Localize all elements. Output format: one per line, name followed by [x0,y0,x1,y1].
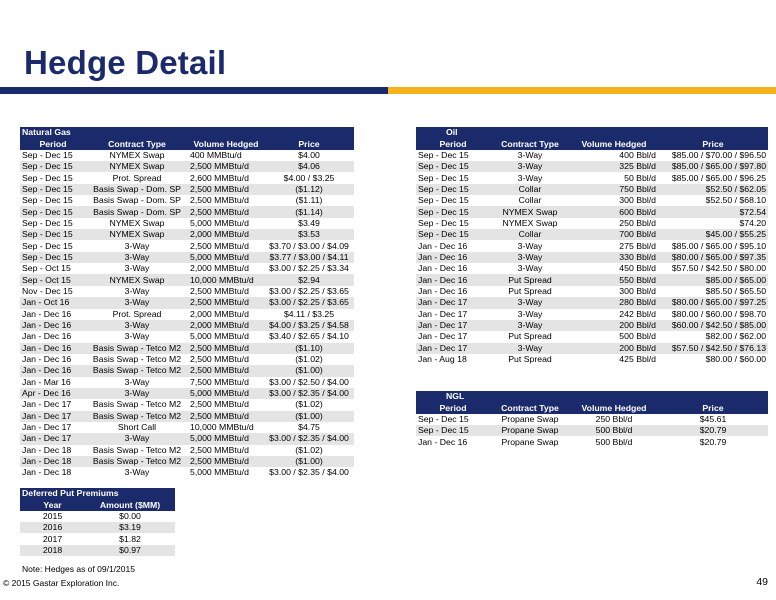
table-cell: $3.70 / $3.00 / $4.09 [264,240,354,251]
table-row [416,218,768,229]
table-cell: Propane Swap [490,425,570,436]
table-cell: 2,500 MMBtu/d [188,286,264,297]
table-cell: Sep - Dec 15 [20,252,86,263]
table-cell: Sep - Dec 15 [20,218,86,229]
table-cell: 3-Way [490,343,570,354]
table-cell: 3-Way [86,467,188,478]
natural-gas-caption: Natural Gas [20,127,354,138]
table-cell: Sep - Dec 15 [20,240,86,251]
table-cell: ($1.00) [264,456,354,467]
table-cell: $3.19 [85,522,175,533]
table-row [416,229,768,240]
table-row [416,263,768,274]
table-cell: 2018 [20,545,85,556]
table-cell: 10,000 MMBtu/d [188,274,264,285]
table-row [20,445,354,456]
table-cell: 2,500 MMBtu/d [188,445,264,456]
table-row [416,425,768,436]
table-cell: $85.00 / $65.00 / $96.25 [658,172,768,183]
table-cell: Sep - Dec 15 [416,184,490,195]
table-cell: Propane Swap [490,414,570,425]
table-cell: $4.00 / $3.25 / $4.58 [264,320,354,331]
col-header-period: Period [20,138,86,149]
table-cell: 5,000 MMBtu/d [188,218,264,229]
table-cell: 3-Way [490,263,570,274]
table-cell: Sep - Dec 15 [20,195,86,206]
table-cell: Collar [490,229,570,240]
table-row [20,184,354,195]
table-cell: $45.61 [658,414,768,425]
table-cell: $57.50 / $42.50 / $76.13 [658,343,768,354]
ngl-table [416,391,768,448]
table-cell: Jan - Dec 16 [416,240,490,251]
table-cell: ($1.14) [264,206,354,217]
col-header-volume-hedged: Volume Hedged [570,402,658,413]
table-cell: 2017 [20,533,85,544]
table-cell: 3-Way [490,309,570,320]
table-row [20,365,354,376]
table-cell: 10,000 MMBtu/d [188,422,264,433]
table-cell: Prot. Spread [86,172,188,183]
table-cell: Sep - Dec 15 [416,414,490,425]
table-cell: 500 Bbl/d [570,425,658,436]
table-cell: NYMEX Swap [86,150,188,161]
table-cell: 275 Bbl/d [570,240,658,251]
table-cell: Jan - Oct 16 [20,297,86,308]
table-row [416,414,768,425]
table-cell: Jan - Dec 17 [416,297,490,308]
table-cell: Jan - Dec 17 [416,343,490,354]
table-cell: $0.00 [85,511,175,522]
table-cell: $85.50 / $65.50 [658,286,768,297]
table-cell: Sep - Oct 15 [20,274,86,285]
table-cell: ($1.11) [264,195,354,206]
table-cell: 330 Bbl/d [570,252,658,263]
table-cell: ($1.10) [264,343,354,354]
table-cell: NYMEX Swap [86,274,188,285]
table-cell: Jan - Dec 16 [20,365,86,376]
table-row [416,184,768,195]
table-cell: Sep - Dec 15 [20,161,86,172]
table-cell: Sep - Dec 15 [416,172,490,183]
table-cell: $85.00 / $65.00 [658,274,768,285]
table-cell: 5,000 MMBtu/d [188,433,264,444]
table-cell: NYMEX Swap [490,206,570,217]
table-cell: 2,500 MMBtu/d [188,240,264,251]
table-cell: 3-Way [86,252,188,263]
natural-gas-table [20,127,354,479]
table-cell: ($1.02) [264,445,354,456]
table-cell: Sep - Dec 15 [416,150,490,161]
table-cell: ($1.00) [264,365,354,376]
table-cell: 3-Way [490,297,570,308]
col-header-contract-type: Contract Type [490,402,570,413]
table-cell: 300 Bbl/d [570,286,658,297]
oil-caption: Oil [416,127,768,138]
table-cell: Sep - Dec 15 [416,195,490,206]
table-row [20,354,354,365]
table-cell: 200 Bbl/d [570,343,658,354]
table-cell: $80.00 / $60.00 [658,354,768,365]
table-cell: $80.00 / $60.00 / $98.70 [658,309,768,320]
table-cell: $80.00 / $65.00 / $97.35 [658,252,768,263]
table-cell: 2,500 MMBtu/d [188,297,264,308]
table-row [20,343,354,354]
table-cell: Jan - Dec 16 [20,309,86,320]
table-row [416,206,768,217]
table-cell: $3.49 [264,218,354,229]
title-rule-gold [388,87,776,94]
table-cell: Basis Swap - Tetco M2 [86,445,188,456]
table-cell: 500 Bbl/d [570,436,658,447]
table-cell: 2,000 MMBtu/d [188,263,264,274]
table-cell: Basis Swap - Tetco M2 [86,354,188,365]
table-cell: Jan - Dec 17 [20,411,86,422]
table-row [20,218,354,229]
table-row [20,422,354,433]
table-cell: Sep - Dec 15 [416,218,490,229]
table-cell: 3-Way [86,377,188,388]
table-cell: 5,000 MMBtu/d [188,467,264,478]
table-cell: Basis Swap - Dom. SP [86,195,188,206]
table-row [20,161,354,172]
table-cell: Basis Swap - Tetco M2 [86,399,188,410]
page-number: 49 [756,576,768,588]
page-title: Hedge Detail [24,44,227,81]
ngl-caption: NGL [416,391,768,402]
table-cell: $60.00 / $42.50 / $85.00 [658,320,768,331]
table-row [20,533,175,544]
table-row [416,252,768,263]
table-row [416,297,768,308]
table-cell: Sep - Dec 15 [416,206,490,217]
table-cell: 250 Bbl/d [570,414,658,425]
table-row [416,274,768,285]
table-cell: Propane Swap [490,436,570,447]
col-header-amount: Amount ($MM) [85,499,175,510]
table-cell: $1.82 [85,533,175,544]
table-cell: Jan - Dec 17 [20,422,86,433]
table-cell: Jan - Dec 16 [416,263,490,274]
table-cell: $3.40 / $2.65 / $4.10 [264,331,354,342]
table-cell: 242 Bbl/d [570,309,658,320]
col-header-price: Price [658,138,768,149]
table-cell: $85.00 / $65.00 / $97.80 [658,161,768,172]
table-cell: 2,500 MMBtu/d [188,195,264,206]
table-cell: $0.97 [85,545,175,556]
table-cell: NYMEX Swap [86,218,188,229]
table-cell: 700 Bbl/d [570,229,658,240]
table-row [20,388,354,399]
oil-table [416,127,768,365]
table-cell: 3-Way [86,320,188,331]
table-cell: Sep - Dec 15 [20,229,86,240]
table-cell: 5,000 MMBtu/d [188,388,264,399]
col-header-volume-hedged: Volume Hedged [570,138,658,149]
table-cell: 2,500 MMBtu/d [188,399,264,410]
table-row [416,161,768,172]
table-row [416,150,768,161]
table-row [20,309,354,320]
table-cell: 2,600 MMBtu/d [188,172,264,183]
table-cell: 400 Bbl/d [570,150,658,161]
table-cell: Sep - Oct 15 [20,263,86,274]
table-cell: $4.11 / $3.25 [264,309,354,320]
table-cell: Jan - Dec 18 [20,445,86,456]
table-cell: 300 Bbl/d [570,195,658,206]
table-cell: 2,500 MMBtu/d [188,343,264,354]
table-cell: $74.20 [658,218,768,229]
col-header-price: Price [264,138,354,149]
col-header-volume-hedged: Volume Hedged [188,138,264,149]
table-cell: 2,500 MMBtu/d [188,456,264,467]
table-cell: Basis Swap - Dom. SP [86,206,188,217]
table-row [416,354,768,365]
col-header-contract-type: Contract Type [490,138,570,149]
table-row [20,195,354,206]
table-cell: 280 Bbl/d [570,297,658,308]
table-cell: Jan - Aug 18 [416,354,490,365]
table-cell: $4.75 [264,422,354,433]
table-cell: 450 Bbl/d [570,263,658,274]
table-cell: 3-Way [490,320,570,331]
table-cell: $3.00 / $2.25 / $3.34 [264,263,354,274]
table-cell: Jan - Dec 17 [416,331,490,342]
table-cell: $45.00 / $55.25 [658,229,768,240]
table-cell: Prot. Spread [86,309,188,320]
table-row [20,331,354,342]
table-row [416,240,768,251]
table-cell: Sep - Dec 15 [20,184,86,195]
table-cell: $3.53 [264,229,354,240]
table-cell: 2015 [20,511,85,522]
table-cell: 2016 [20,522,85,533]
table-cell: Basis Swap - Tetco M2 [86,343,188,354]
table-cell: $20.79 [658,425,768,436]
table-row [20,511,175,522]
table-cell: Jan - Dec 17 [20,399,86,410]
table-cell: $3.00 / $2.25 / $3.65 [264,297,354,308]
table-cell: 2,500 MMBtu/d [188,365,264,376]
table-cell: Put Spread [490,274,570,285]
table-cell: Apr - Dec 16 [20,388,86,399]
table-row [20,229,354,240]
table-cell: Jan - Dec 16 [416,252,490,263]
table-row [20,252,354,263]
table-cell: 325 Bbl/d [570,161,658,172]
table-cell: 3-Way [86,263,188,274]
col-header-year: Year [20,499,85,510]
table-cell: Sep - Dec 15 [20,172,86,183]
table-cell: Jan - Dec 16 [416,274,490,285]
table-cell: Basis Swap - Tetco M2 [86,456,188,467]
table-cell: $3.00 / $2.35 / $4.00 [264,388,354,399]
table-cell: Sep - Dec 15 [20,150,86,161]
table-row [416,195,768,206]
table-cell: 3-Way [490,240,570,251]
deferred-put-premiums-table [20,488,175,556]
table-cell: $82.00 / $62.00 [658,331,768,342]
table-row [20,522,175,533]
table-cell: $4.06 [264,161,354,172]
table-cell: $72.54 [658,206,768,217]
deferred-caption: Deferred Put Premiums [20,488,175,499]
table-cell: 3-Way [490,252,570,263]
table-cell: Nov - Dec 15 [20,286,86,297]
table-cell: 750 Bbl/d [570,184,658,195]
table-cell: $52.50 / $68.10 [658,195,768,206]
table-cell: 550 Bbl/d [570,274,658,285]
table-cell: Jan - Dec 18 [20,467,86,478]
table-cell: $85.00 / $65.00 / $95.10 [658,240,768,251]
table-cell: 3-Way [86,433,188,444]
table-row [416,309,768,320]
table-row [20,433,354,444]
table-cell: 2,500 MMBtu/d [188,411,264,422]
table-cell: $52.50 / $62.05 [658,184,768,195]
table-row [20,206,354,217]
table-cell: Sep - Dec 15 [20,206,86,217]
table-cell: 2,500 MMBtu/d [188,206,264,217]
title-rule-navy [0,87,388,94]
table-cell: Basis Swap - Tetco M2 [86,411,188,422]
table-row [20,263,354,274]
table-cell: Put Spread [490,331,570,342]
table-cell: Put Spread [490,286,570,297]
col-header-period: Period [416,402,490,413]
table-cell: $3.00 / $2.35 / $4.00 [264,433,354,444]
table-cell: $20.79 [658,436,768,447]
table-cell: NYMEX Swap [86,161,188,172]
col-header-period: Period [416,138,490,149]
table-cell: Basis Swap - Tetco M2 [86,365,188,376]
table-row [416,172,768,183]
table-cell: 3-Way [490,172,570,183]
table-cell: Sep - Dec 15 [416,161,490,172]
table-row [20,377,354,388]
table-cell: 400 MMBtu/d [188,150,264,161]
table-cell: 2,500 MMBtu/d [188,161,264,172]
table-cell: Jan - Dec 16 [20,331,86,342]
table-cell: 200 Bbl/d [570,320,658,331]
table-cell: 2,000 MMBtu/d [188,229,264,240]
table-cell: $57.50 / $42.50 / $80.00 [658,263,768,274]
table-cell: Jan - Dec 16 [20,320,86,331]
table-cell: $85.00 / $70.00 / $96.50 [658,150,768,161]
table-row [416,436,768,447]
table-cell: 5,000 MMBtu/d [188,331,264,342]
table-cell: NYMEX Swap [86,229,188,240]
table-cell: 3-Way [86,331,188,342]
table-cell: 3-Way [86,286,188,297]
table-row [416,331,768,342]
table-cell: 425 Bbl/d [570,354,658,365]
col-header-contract-type: Contract Type [86,138,188,149]
table-row [20,399,354,410]
table-cell: $3.00 / $2.35 / $4.00 [264,467,354,478]
table-cell: $3.00 / $2.25 / $3.65 [264,286,354,297]
table-cell: Jan - Dec 16 [20,354,86,365]
table-cell: 3-Way [490,150,570,161]
table-cell: 5,000 MMBtu/d [188,252,264,263]
copyright: © 2015 Gastar Exploration Inc. [3,578,120,588]
table-row [20,286,354,297]
table-cell: 2,000 MMBtu/d [188,309,264,320]
table-cell: Jan - Dec 17 [416,309,490,320]
table-row [20,150,354,161]
col-header-price: Price [658,402,768,413]
table-cell: Short Call [86,422,188,433]
table-cell: Collar [490,184,570,195]
table-cell: Jan - Dec 16 [416,436,490,447]
table-cell: Jan - Dec 17 [20,433,86,444]
table-row [20,467,354,478]
table-cell: Jan - Dec 16 [416,286,490,297]
table-cell: $2.94 [264,274,354,285]
table-cell: ($1.02) [264,399,354,410]
table-cell: Collar [490,195,570,206]
table-cell: $3.00 / $2.50 / $4.00 [264,377,354,388]
table-cell: Jan - Dec 16 [20,343,86,354]
table-cell: Put Spread [490,354,570,365]
table-cell: $4.00 [264,150,354,161]
hedge-date-note: Note: Hedges as of 09/1/2015 [22,564,135,574]
table-cell: Jan - Dec 18 [20,456,86,467]
table-cell: $80.00 / $65.00 / $97.25 [658,297,768,308]
table-row [416,286,768,297]
table-cell: Sep - Dec 15 [416,425,490,436]
table-cell: ($1.00) [264,411,354,422]
table-cell: 250 Bbl/d [570,218,658,229]
table-cell: 3-Way [490,161,570,172]
table-cell: Jan - Mar 16 [20,377,86,388]
table-row [20,297,354,308]
table-cell: 3-Way [86,388,188,399]
table-row [20,411,354,422]
table-cell: 2,500 MMBtu/d [188,184,264,195]
table-row [20,320,354,331]
table-row [20,240,354,251]
table-cell: 7,500 MMBtu/d [188,377,264,388]
table-row [20,274,354,285]
table-cell: NYMEX Swap [490,218,570,229]
table-cell: Jan - Dec 17 [416,320,490,331]
table-row [20,456,354,467]
table-cell: 3-Way [86,297,188,308]
table-cell: 2,000 MMBtu/d [188,320,264,331]
table-cell: 2,500 MMBtu/d [188,354,264,365]
table-cell: ($1.02) [264,354,354,365]
table-cell: $3.77 / $3.00 / $4.11 [264,252,354,263]
table-row [20,172,354,183]
table-cell: Sep - Dec 15 [416,229,490,240]
table-row [416,343,768,354]
table-row [416,320,768,331]
table-cell: 3-Way [86,240,188,251]
table-cell: Basis Swap - Dom. SP [86,184,188,195]
table-cell: 50 Bbl/d [570,172,658,183]
table-cell: 500 Bbl/d [570,331,658,342]
table-row [20,545,175,556]
table-cell: $4.00 / $3.25 [264,172,354,183]
table-cell: 600 Bbl/d [570,206,658,217]
table-cell: ($1.12) [264,184,354,195]
